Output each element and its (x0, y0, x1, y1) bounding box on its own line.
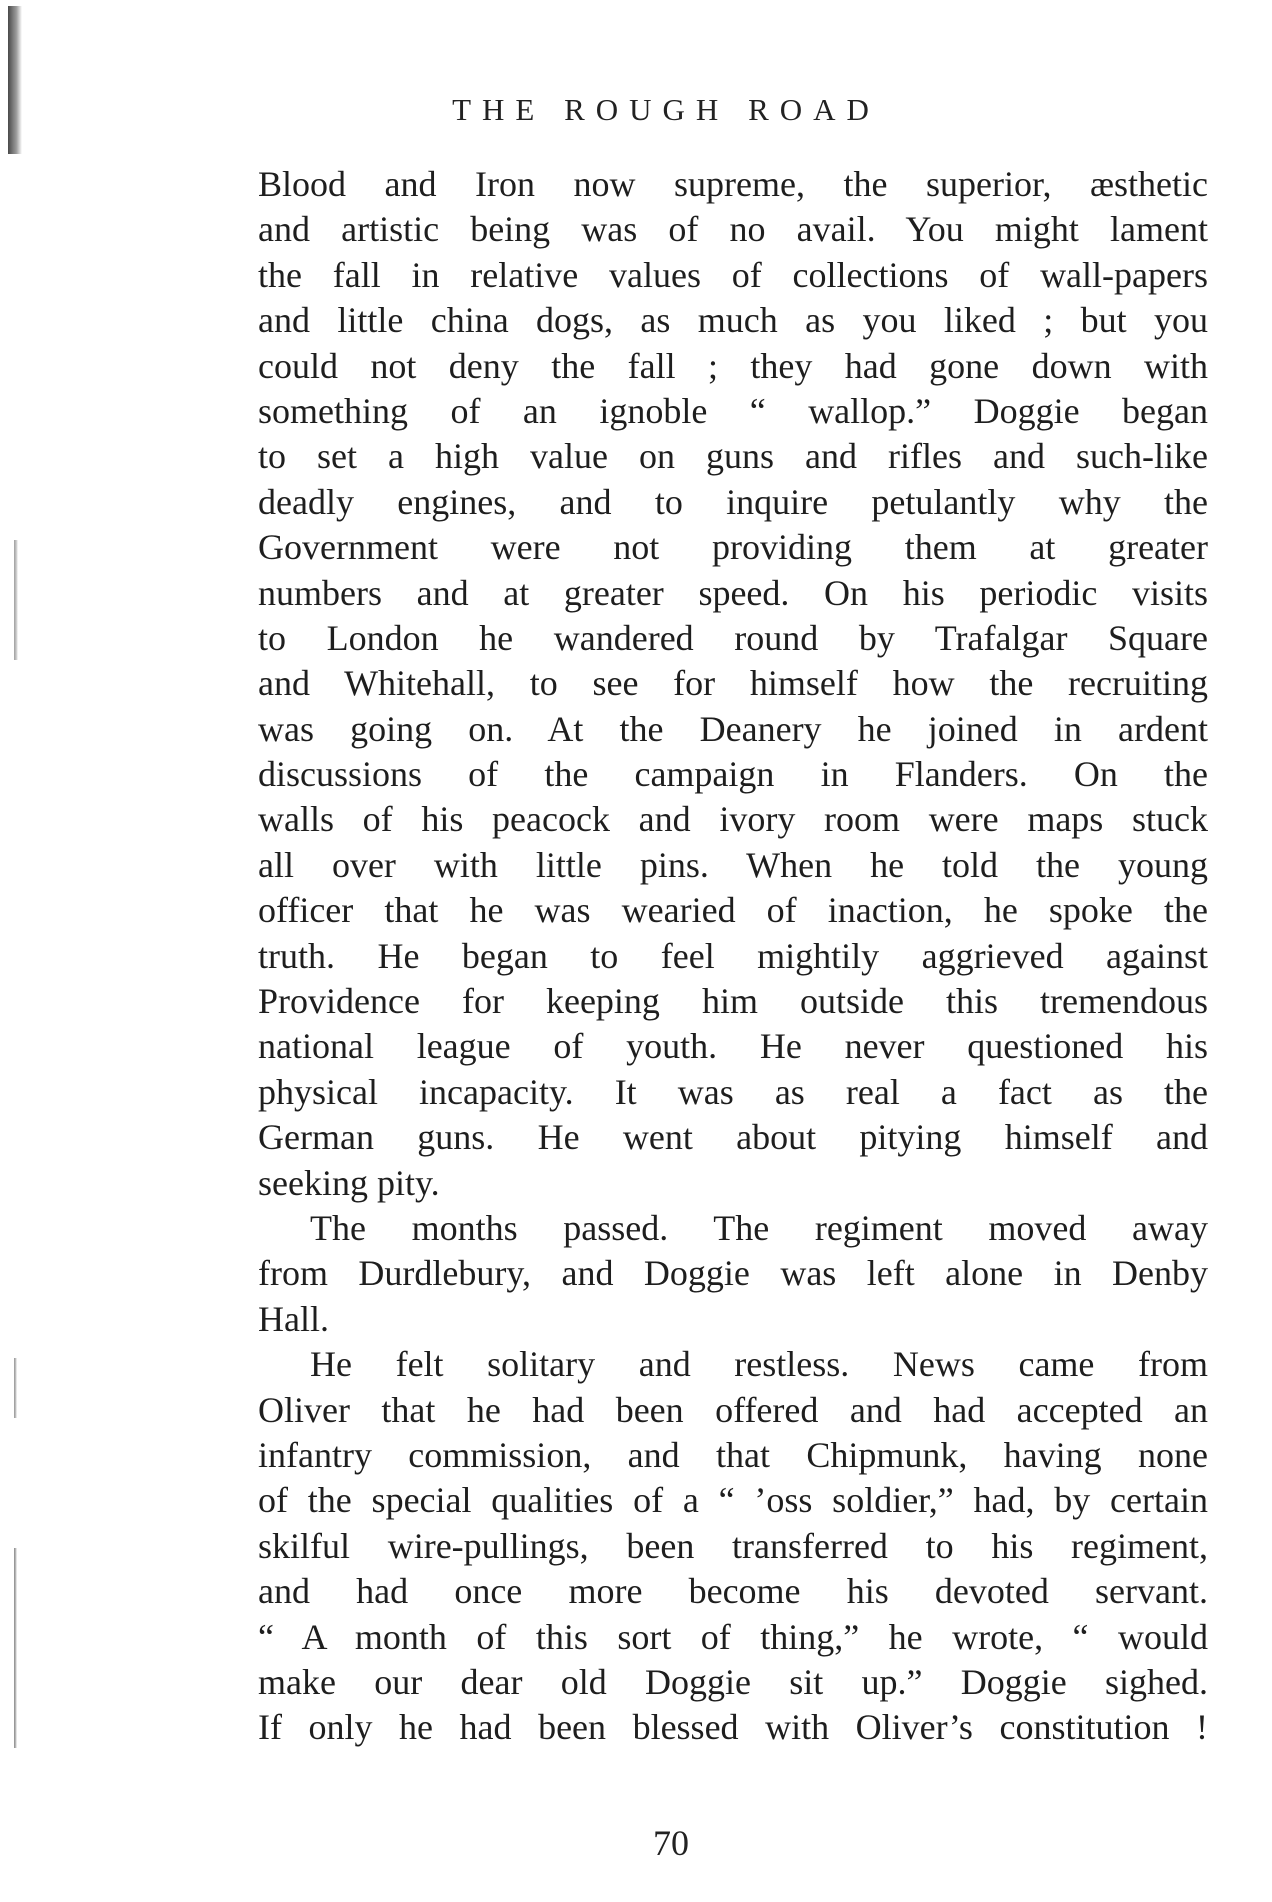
text-line: He felt solitary and restless. News came from (310, 1344, 1208, 1385)
scan-edge-artifact (14, 540, 18, 660)
text-line: Government were not providing them at greater (258, 527, 1208, 568)
text-line: to set a high value on guns and rifles and such-like (258, 436, 1208, 477)
body-text (258, 162, 1208, 1751)
running-head: THE ROUGH ROAD (452, 92, 880, 127)
text-line: officer that he was wearied of inaction, he spoke the (258, 890, 1208, 931)
text-line: of the special qualities of a “ ’oss soldier,” had, by certain (258, 1480, 1208, 1521)
text-line: discussions of the campaign in Flanders. On the (258, 754, 1208, 795)
text-line: truth. He began to feel mightily aggrieved against (258, 935, 1208, 976)
page-number: 70 (653, 1823, 689, 1863)
text-line: skilful wire-pullings, been transferred to his regiment, (258, 1525, 1208, 1566)
scan-edge-artifact (8, 6, 22, 154)
text-line: Oliver that he had been offered and had accepted an (258, 1389, 1208, 1430)
text-line: infantry commission, and that Chipmunk, having none (258, 1434, 1208, 1475)
text-line: “ A month of this sort of thing,” he wrote, “ would (258, 1616, 1208, 1657)
text-line: and artistic being was of no avail. You might lament (258, 209, 1208, 250)
text-line: make our dear old Doggie sit up.” Doggie sighed. (258, 1661, 1208, 1702)
text-line: If only he had been blessed with Oliver’s constitution ! (258, 1707, 1208, 1748)
text-line: deadly engines, and to inquire petulantly why the (258, 481, 1208, 522)
text-line: Blood and Iron now supreme, the superior, æsthetic (258, 164, 1208, 204)
text-line: physical incapacity. It was as real a fact as the (258, 1071, 1208, 1112)
text-line: to London he wandered round by Trafalgar Square (258, 617, 1208, 658)
text-line: numbers and at greater speed. On his periodic visits (258, 572, 1208, 613)
text-line: from Durdlebury, and Doggie was left alone in Denby (258, 1253, 1208, 1294)
text-line: and Whitehall, to see for himself how the recruiting (258, 663, 1208, 704)
text-line: Providence for keeping him outside this tremendous (258, 981, 1208, 1022)
text-line: was going on. At the Deanery he joined in ardent (258, 708, 1208, 749)
scan-edge-artifact (14, 1358, 17, 1418)
text-line: walls of his peacock and ivory room were maps stuck (258, 799, 1208, 840)
text-line: something of an ignoble “ wallop.” Doggie began (258, 390, 1208, 431)
text-line: Hall. (258, 1298, 329, 1339)
text-line: seeking pity. (258, 1162, 440, 1203)
text-line: all over with little pins. When he told the young (258, 844, 1208, 885)
scan-edge-artifact (14, 1548, 17, 1748)
text-line: the fall in relative values of collections of wall-papers (258, 254, 1208, 295)
text-line: national league of youth. He never questioned his (258, 1026, 1208, 1067)
text-line: and had once more become his devoted servant. (258, 1571, 1208, 1612)
text-line: German guns. He went about pitying himself and (258, 1117, 1208, 1158)
text-line: could not deny the fall ; they had gone down with (258, 345, 1208, 386)
text-line: The months passed. The regiment moved away (310, 1207, 1208, 1248)
text-line: and little china dogs, as much as you liked ; but you (258, 300, 1208, 341)
